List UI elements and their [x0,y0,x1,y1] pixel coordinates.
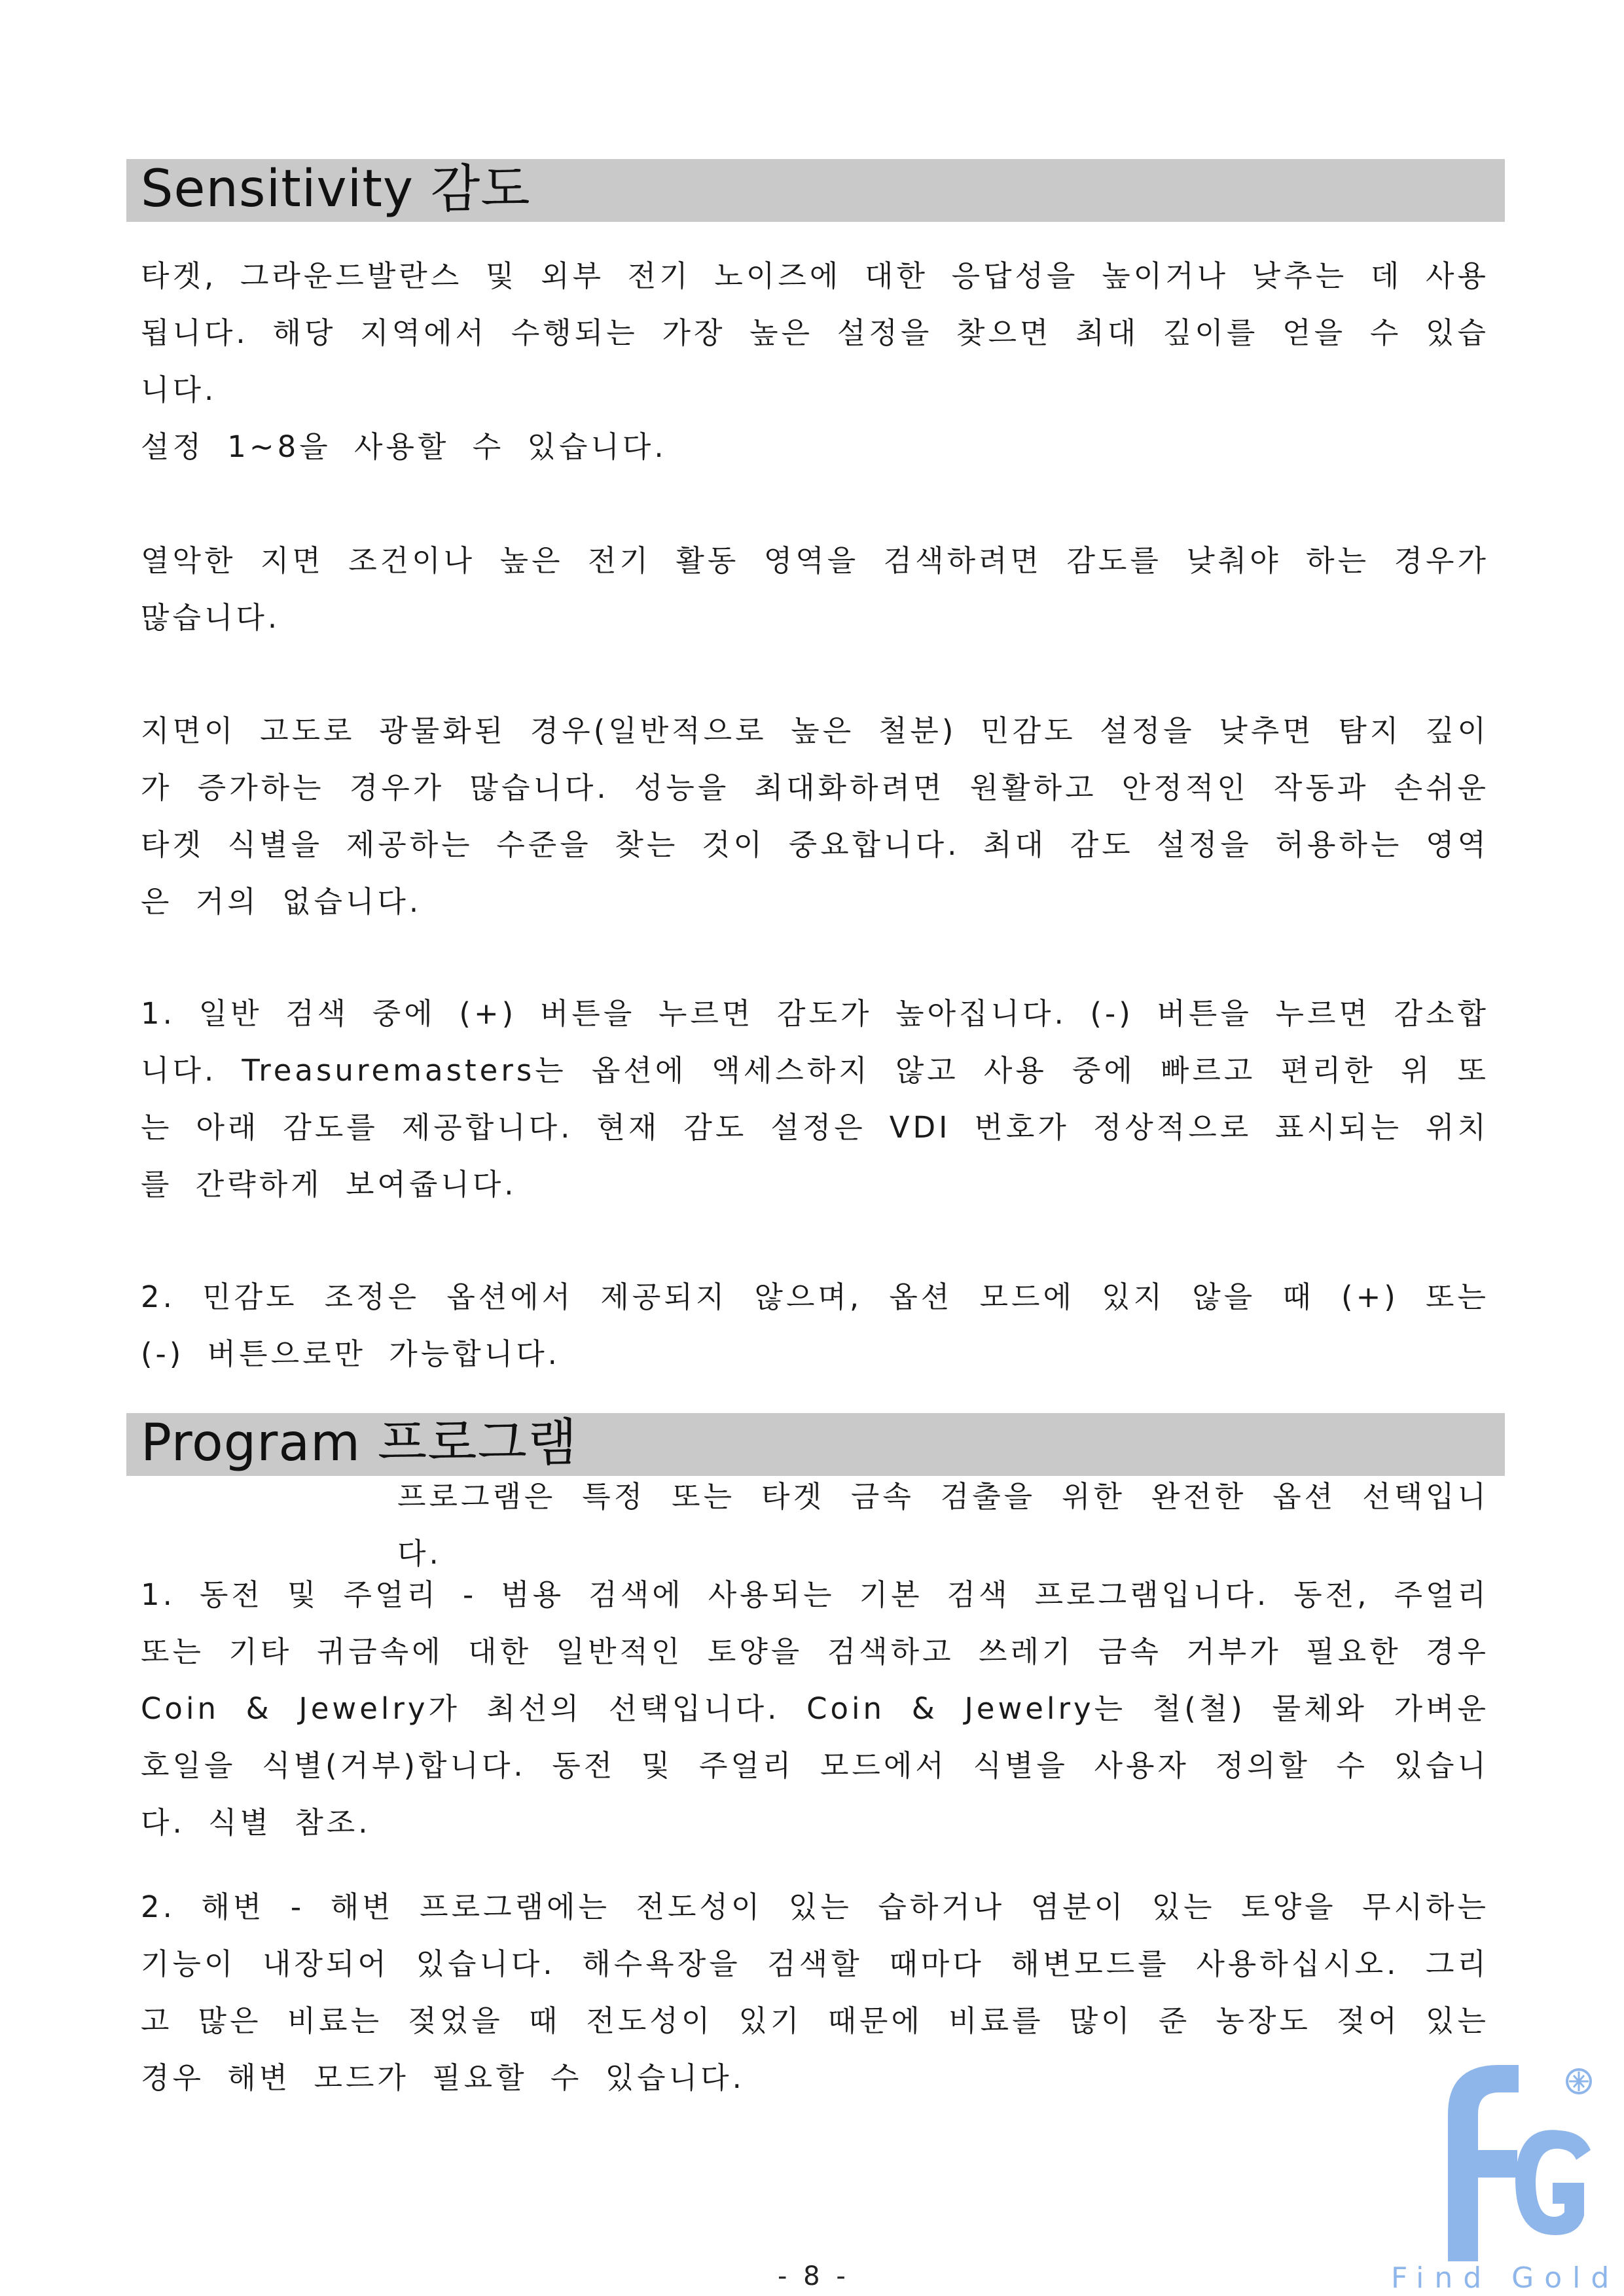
sensitivity-paragraph-5: 1. 일반 검색 중에 (+) 버튼을 누르면 감도가 높아집니다. (-) 버튼을 누르면 감소합니다. Treasuremasters는 옵션에 액세스하지 않고 사용 중에 빠르고 편리한 위 또는 아래 감도를 제공합니다. 현재 감도 설정은 VDI 번호가 정상적으로 표시되는 위치를 간략하게 보여줍니다. [141,996,1489,1202]
page-number: - 8 - [778,2261,850,2291]
program-header [126,1413,1505,1476]
find-gold-logo [1407,2052,1604,2261]
program-paragraph-2: 2. 해변 - 해변 프로그램에는 전도성이 있는 습하거나 염분이 있는 토양을 무시하는 기능이 내장되어 있습니다. 해수욕장을 검색할 때마다 해변모드를 사용하십시오. 그리고 많은 비료는 젖었을 때 전도성이 있기 때문에 비료를 많이 준 농장도 젖어 있는 경우 해변 모드가 필요할 수 있습니다. [141,1890,1489,2095]
sensitivity-paragraph-6: 2. 민감도 조정은 옵션에서 제공되지 않으며, 옵션 모드에 있지 않을 때 (+) 또는 (-) 버튼으로만 가능합니다. [141,1280,1489,1371]
program-paragraph-1: 1. 동전 및 주얼리 - 범용 검색에 사용되는 기본 검색 프로그램입니다. 동전, 주얼리 또는 기타 귀금속에 대한 일반적인 토양을 검색하고 쓰레기 금속 거부가 필요한 경우 Coin & Jewelry가 최선의 선택입니다. Coin & Jewelry는 철(철) 물체와 가벼운 호일을 식별(거부)합니다. 동전 및 주얼리 모드에서 식별을 사용자 정의할 수 있습니다. 식별 참조. [141,1577,1489,1840]
logo-f-shape [1448,2065,1519,2261]
program-intro: 프로그램은 특정 또는 타겟 금속 검출을 위한 완전한 옵션 선택입니다. [397,1479,1489,1571]
sensitivity-paragraph-3: 열악한 지면 조건이나 높은 전기 활동 영역을 검색하려면 감도를 낮춰야 하는 경우가 많습니다. [141,543,1489,635]
program-title: Program 프로그램 [141,1414,578,1473]
sensitivity-title: Sensitivity 감도 [141,160,531,219]
sensitivity-paragraph-4: 지면이 고도로 광물화된 경우(일반적으로 높은 철분) 민감도 설정을 낮추면 탐지 깊이가 증가하는 경우가 많습니다. 성능을 최대화하려면 원활하고 안정적인 작동과 손쉬운 타겟 식별을 제공하는 수준을 찾는 것이 중요합니다. 최대 감도 설정을 허용하는 영역은 거의 없습니다. [141,713,1489,919]
sensitivity-paragraph-1: 타겟, 그라운드발란스 및 외부 전기 노이즈에 대한 응답성을 높이거나 낮추는 데 사용됩니다. 해당 지역에서 수행되는 가장 높은 설정을 찾으면 최대 깊이를 얻을 수 있습니다. [141,259,1489,407]
sensitivity-paragraph-2: 설정 1~8을 사용할 수 있습니다. [141,429,667,464]
logo-text: Find Gold [1391,2261,1620,2295]
logo-g-shape [1515,2130,1591,2235]
sensitivity-header [126,159,1505,222]
